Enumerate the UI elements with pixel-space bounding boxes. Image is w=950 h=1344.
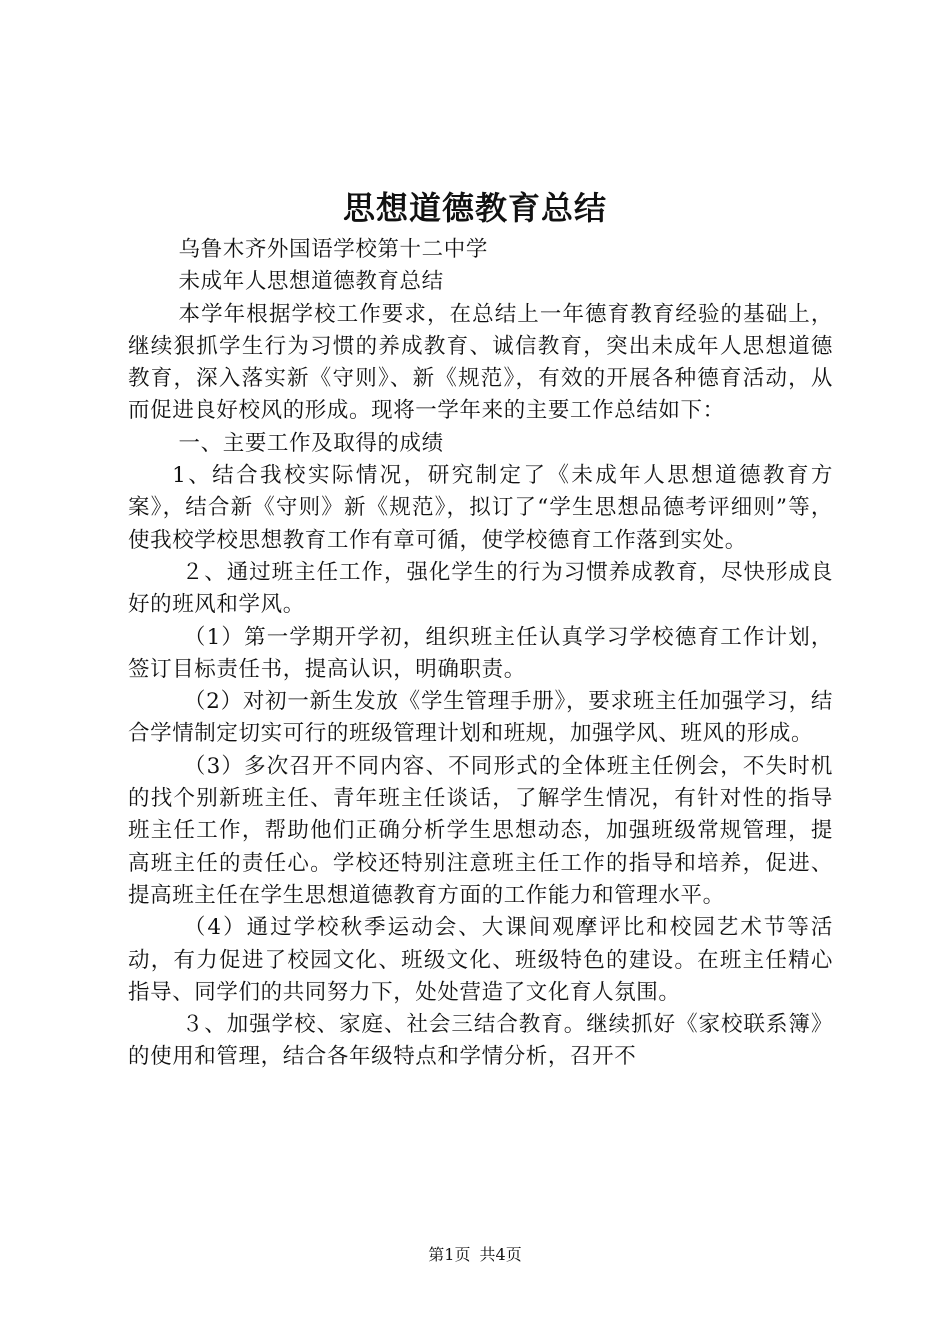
intro-paragraph: 本学年根据学校工作要求，在总结上一年德育教育经验的基础上，继续狠抓学生行为习惯的养成教育、诚信教育，突出未成年人思想道德教育，深入落实新《守则》、新《规范》，有效的开展各种德育活动，从而促进良好校风的形成。现将一学年来的主要工作总结如下： — [128, 301, 833, 424]
subitem-2-paragraph: （2）对初一新生发放《学生管理手册》，要求班主任加强学习，结合学情制定切实可行的班级管理计划和班规，加强学风、班风的形成。 — [128, 689, 833, 747]
item-1-paragraph: 1、结合我校实际情况，研究制定了《未成年人思想道德教育方案》，结合新《守则》新《规范》，拟订了“学生思想品德考评细则”等，使我校学校思想教育工作有章可循，使学校德育工作落到实处。 — [128, 463, 833, 553]
subtitle: 未成年人思想道德教育总结 — [178, 269, 444, 295]
subitem-4-paragraph: （4）通过学校秋季运动会、大课间观摩评比和校园艺术节等活动，有力促进了校园文化、班级文化、班级特色的建设。在班主任精心指导、同学们的共同努力下，处处营造了文化育人氛围。 — [128, 915, 833, 1005]
page-footer — [0, 1244, 950, 1266]
page-total: 共4页 — [479, 1245, 522, 1264]
page-number: 第1页 — [428, 1245, 471, 1264]
subitem-3-paragraph: （3）多次召开不同内容、不同形式的全体班主任例会，不失时机的找个别新班主任、青年班主任谈话，了解学生情况，有针对性的指导班主任工作，帮助他们正确分析学生思想动态，加强班级常规管理，提高班主任的责任心。学校还特别注意班主任工作的指导和培养，促进、提高班主任在学生思想道德教育方面的工作能力和管理水平。 — [128, 753, 833, 908]
school-name: 乌鲁木齐外国语学校第十二中学 — [178, 237, 488, 262]
item-2-paragraph: ２、通过班主任工作，强化学生的行为习惯养成教育，尽快形成良好的班风和学风。 — [128, 559, 833, 618]
subitem-1-paragraph: （1）第一学期开学初，组织班主任认真学习学校德育工作计划，签订目标责任书，提高认识，明确职责。 — [128, 624, 833, 682]
page-title: 思想道德教育总结 — [342, 189, 607, 227]
item-3-paragraph: ３、加强学校、家庭、社会三结合教育。继续抓好《家校联系簿》的使用和管理，结合各年级特点和学情分析，召开不 — [128, 1012, 833, 1070]
document-body — [128, 234, 833, 1074]
section-heading: 一、主要工作及取得的成绩 — [178, 430, 444, 456]
